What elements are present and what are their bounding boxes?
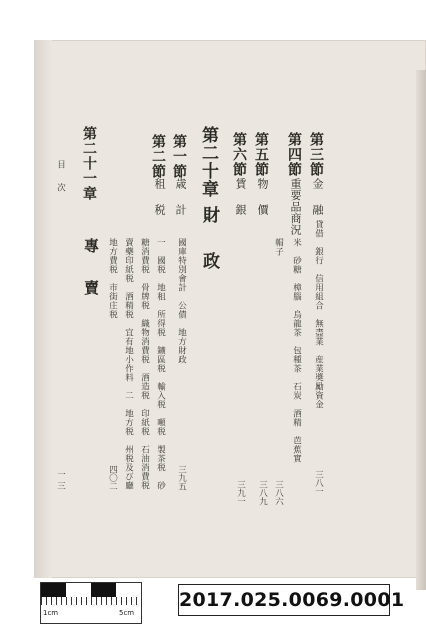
chapter-label: 第二十一章 [81,126,97,201]
section-detail: 一 國税 地租 所得税 鑛區税 輸入税 噸税 製茶税 砂 [155,238,166,490]
page-reference: 三八六 [273,480,284,506]
section-label: 第二節 [150,134,166,179]
section-detail: 國庫特別會計 公債 地方財政 [176,238,187,364]
scale-bar-ticks [41,597,141,605]
section-detail: 貸借 銀行 信用組合 無盡業 産業奬勵資金 [313,220,324,409]
section-topic: 歳 計 [174,178,187,217]
section-label: 第一節 [171,134,187,179]
page-reference: 三九五 [176,465,187,491]
page-reference: 三八九 [257,480,268,506]
section-detail-continued: 賣藥印紙税 酒精税 宜有地小作料 二 地方税 州税及び廳 [123,238,134,490]
section-detail-continued: 地方費税 市街庄税 [107,238,118,319]
section-label: 第五節 [253,132,269,177]
section-label: 第三節 [308,132,324,177]
scale-label-left: 1cm [43,609,59,617]
catalog-id: 2017.025.0069.0001 [179,589,405,611]
page-edge-shadow [416,70,426,590]
section-label: 第四節 [286,132,302,177]
scale-bar-pattern [41,583,141,597]
section-topic: 金 融 [311,178,324,217]
catalog-id-box [178,584,405,616]
page-reference: 三八一 [313,470,324,496]
page-reference: 三九一 [235,480,246,506]
page-reference: 四〇二 [107,465,118,491]
section-topic: 重要品商況 [289,178,302,236]
section-topic: 賃 銀 [234,178,247,217]
chapter-topic: 財 政 [199,206,219,275]
book-page [34,40,426,578]
chapter-label: 第二十章 [198,126,218,198]
chapter-topic: 專 賣 [82,238,100,301]
section-detail-continued: 帽子 [273,238,284,256]
scale-label-right: 5cm [119,609,135,617]
page-spine-shadow [34,40,52,578]
page-number: 一三 [55,470,66,493]
section-detail: 米 砂糖 樟腦 烏龍茶 包種茶 石炭 酒精 芭蕉實 [291,238,302,463]
scale-bar [40,582,142,624]
running-header: 目 次 [55,160,66,195]
section-topic: 物 價 [256,178,269,217]
section-detail-continued: 糖消費税 骨牌税 織物消費税 酒造税 印紙税 石油消費税 [139,238,150,490]
section-label: 第六節 [231,132,247,177]
section-topic: 租 税 [153,178,166,217]
